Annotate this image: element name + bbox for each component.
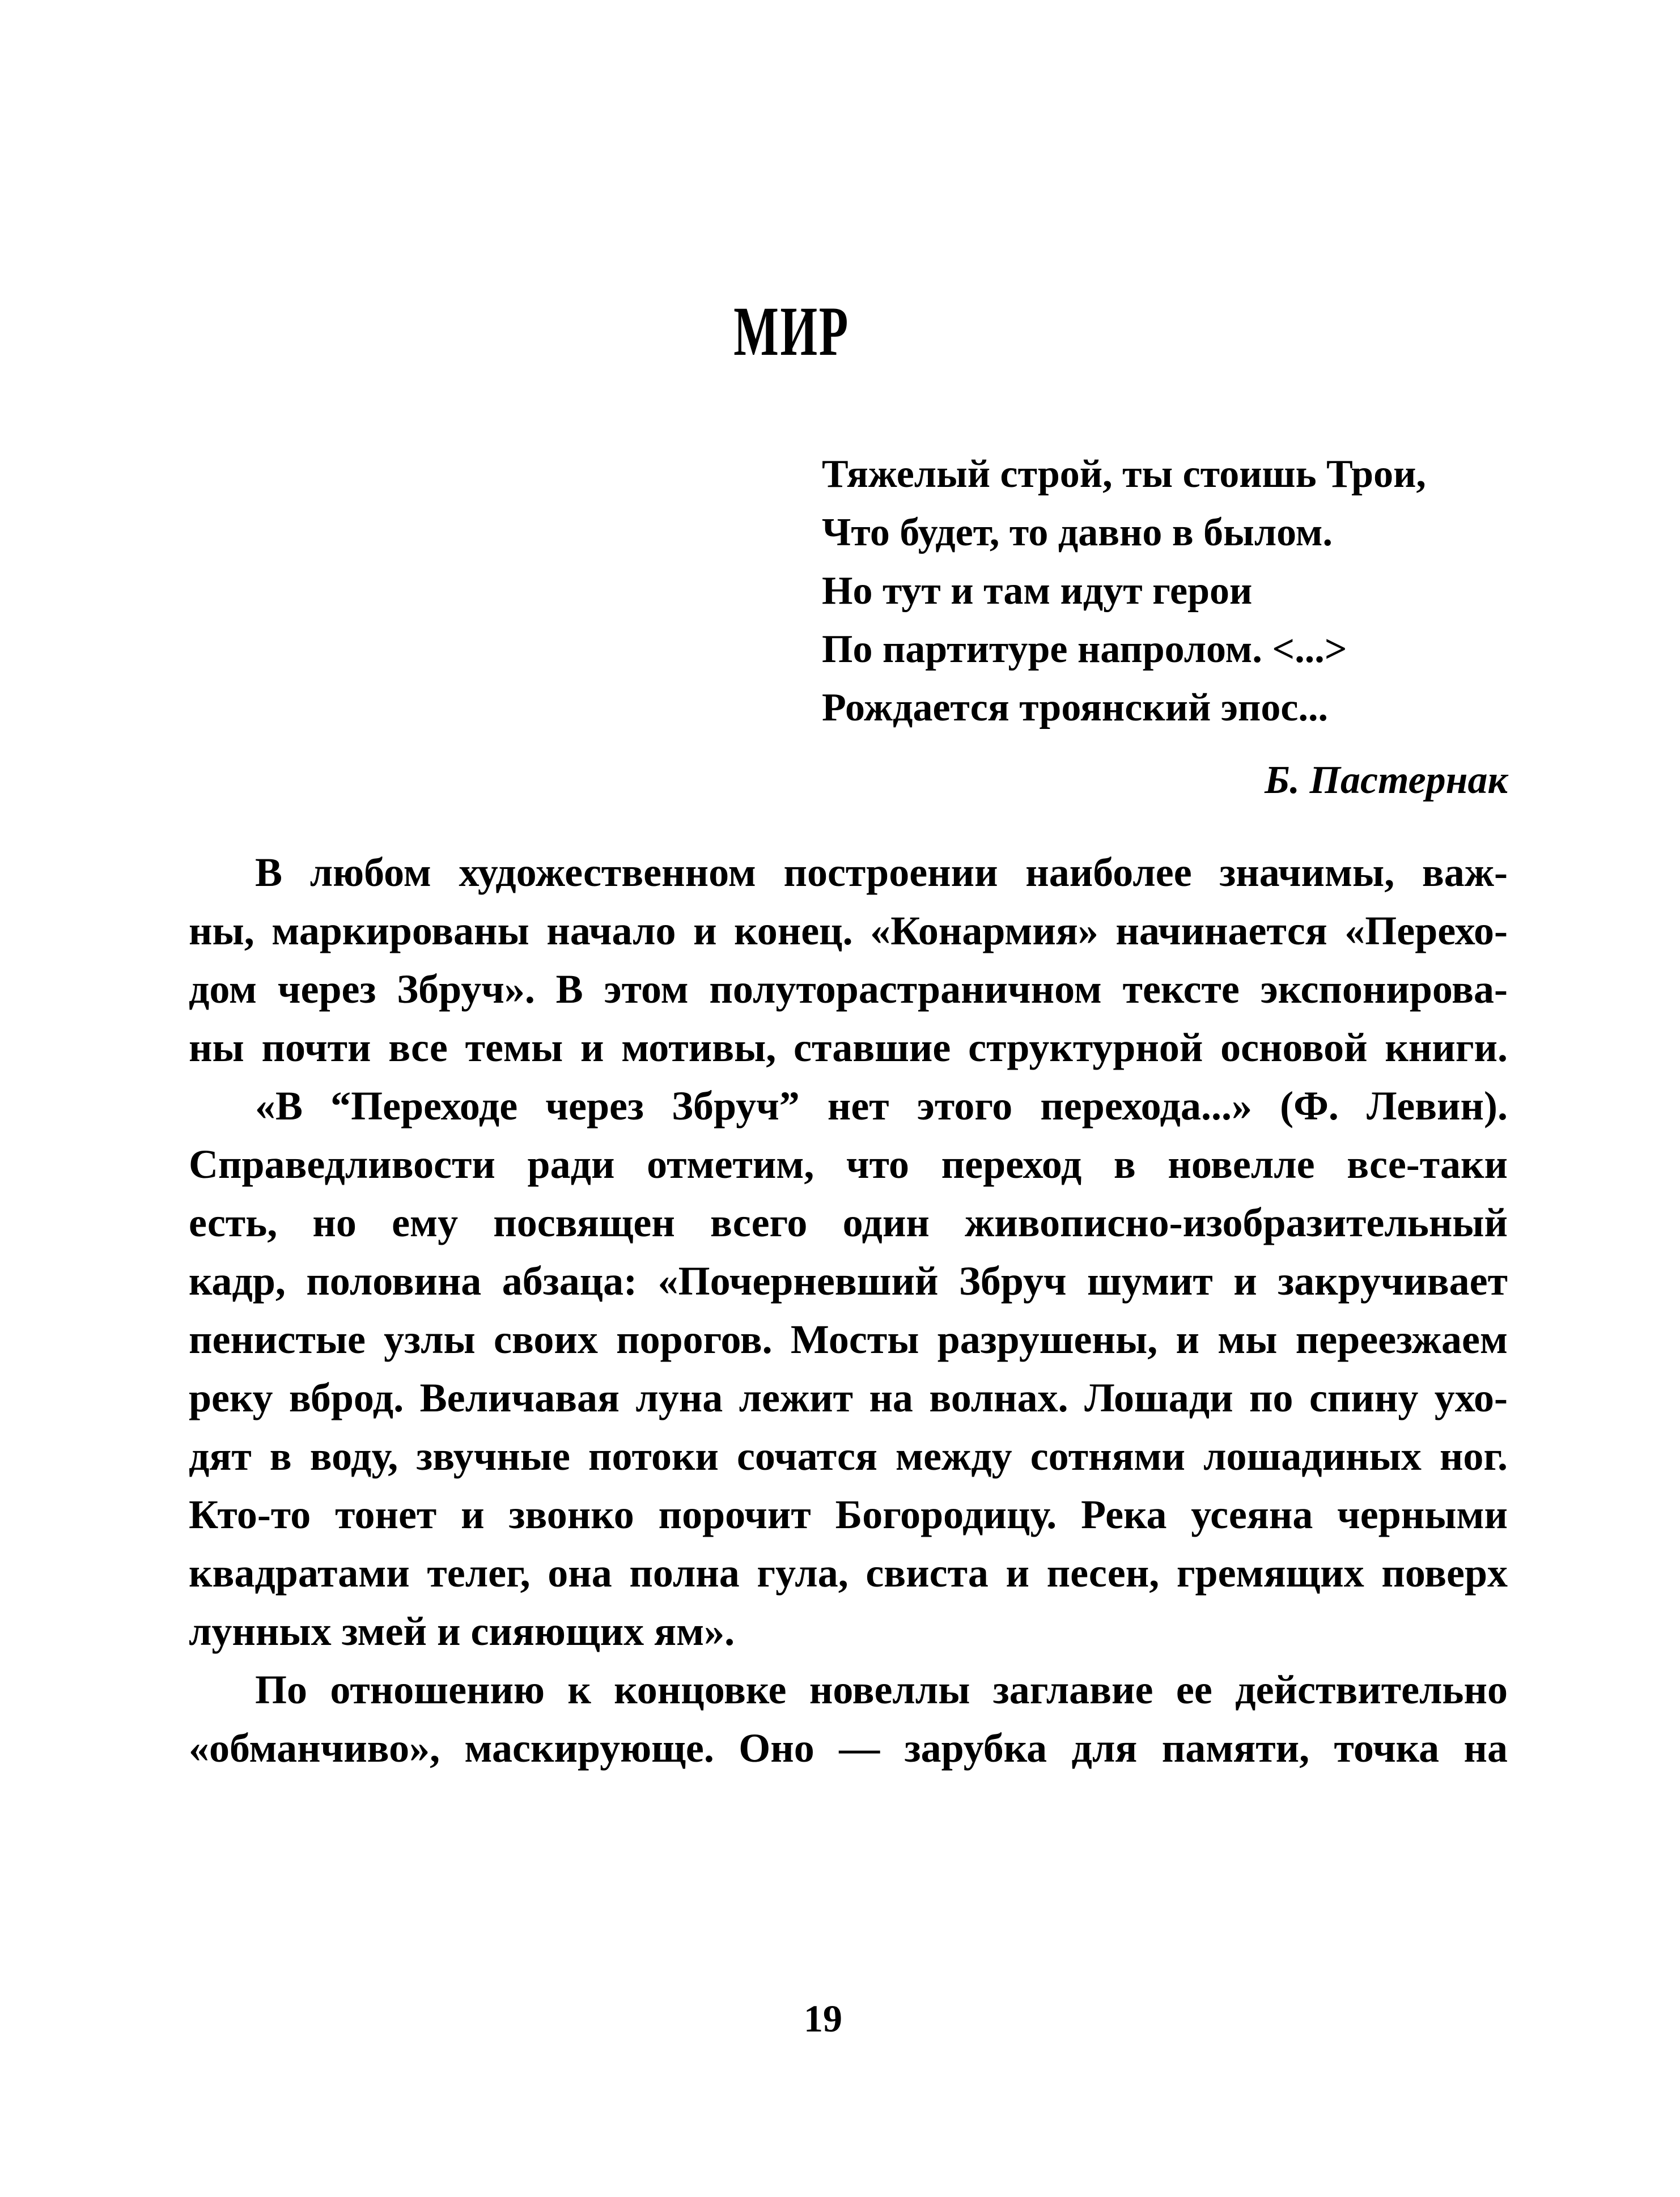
body-text	[189, 843, 1508, 1778]
text-line: пенистые узлы своих порогов. Мосты разрушены, и мы переезжаем	[189, 1317, 1508, 1362]
poem-line: Что будет, то давно в былом.	[822, 511, 1333, 554]
text-line: ны почти все темы и мотивы, ставшие структурной основой книги.	[189, 1025, 1508, 1070]
poem-line: Тяжелый строй, ты стоишь Трои,	[822, 452, 1426, 496]
page-number: 19	[804, 1997, 842, 2040]
text-line: есть, но ему посвящен всего один живописно-изобразительный	[189, 1200, 1508, 1245]
poem-line: Но тут и там идут герои	[822, 569, 1253, 613]
text-line: лунных змей и сияющих ям».	[189, 1609, 735, 1654]
paragraph	[189, 843, 1508, 1077]
text-line: Справедливости ради отметим, что переход в новелле все-таки	[189, 1142, 1508, 1187]
paragraph	[189, 1077, 1508, 1661]
text-line: дят в воду, звучные потоки сочатся между сотнями лошадиных ног.	[189, 1433, 1508, 1479]
chapter-title-text: МИР	[733, 292, 850, 370]
paragraph	[189, 1661, 1508, 1778]
text-line: квадратами телег, она полна гула, свиста и песен, гремящих поверх	[189, 1550, 1508, 1596]
text-line: «В “Переходе через Збруч” нет этого перехода...» (Ф. Левин).	[255, 1083, 1508, 1129]
text-line: ны, маркированы начало и конец. «Конармия» начинается «Перехо-	[189, 908, 1508, 953]
poem-line: Рождается троянский эпос...	[822, 686, 1328, 729]
text-line: Кто-то тонет и звонко порочит Богородицу. Река усеяна черными	[189, 1492, 1508, 1537]
text-line: кадр, половина абзаца: «Почерневший Збруч шумит и закручивает	[189, 1258, 1508, 1304]
text-line: По отношению к концовке новеллы заглавие ее действительно	[255, 1667, 1508, 1712]
poem-line: По партитуре напролом. <...>	[822, 627, 1347, 671]
epigraph	[822, 445, 1508, 809]
text-line: дом через Збруч». В этом полуторастраничном тексте экспонирова-	[189, 966, 1508, 1012]
text-line: реку вброд. Величавая луна лежит на волнах. Лошади по спину ухо-	[189, 1375, 1508, 1420]
text-block	[189, 0, 1508, 1778]
text-line: «обманчиво», маскирующе. Оно — зарубка для памяти, точка на	[189, 1725, 1508, 1771]
epigraph-attribution: Б. Пастернак	[1265, 758, 1508, 802]
chapter-title	[132, 292, 1451, 370]
text-line: В любом художественном построении наиболее значимы, важ-	[255, 850, 1508, 895]
